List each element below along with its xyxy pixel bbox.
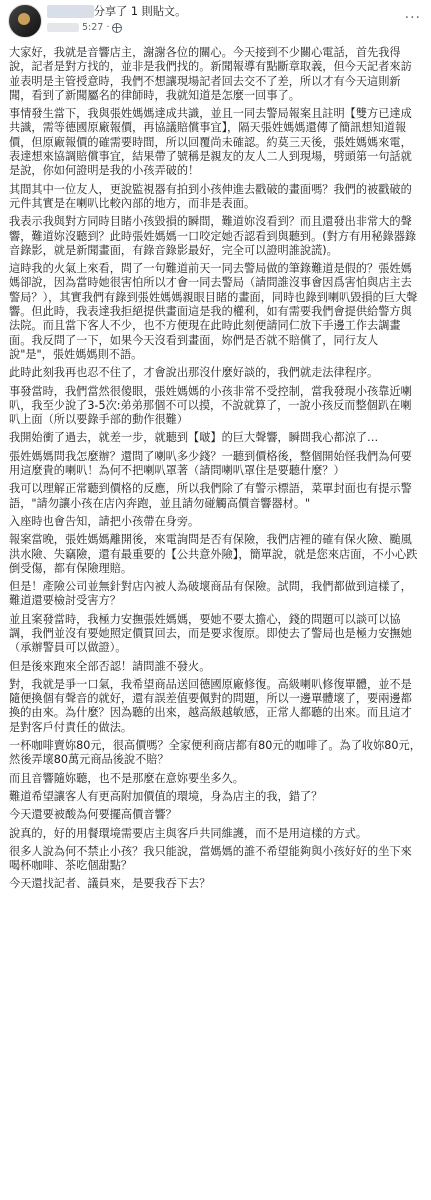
paragraph: 說真的，好的用餐環境需要店主與客戶共同維護，而不是用這樣的方式。 [9, 826, 368, 840]
paragraph: 對，我就是爭一口氣，我希望商品送回德國原廠修復。高級喇叭修復單體，並不是隨便換個有聲音的就好，還有誤差值要佩對的問題，所以一邊單體壞了，要兩邊都換的由來。為什麼？因為聽的出來，越高級越敏感，正常人都聽的出來。而且這才是對客戶付責任的做法。 [9, 677, 412, 734]
avatar[interactable] [8, 4, 42, 38]
paragraph: 而且音響隨妳聽，也不是那麼在意妳要坐多久。 [9, 771, 244, 785]
paragraph: 大家好，我就是音響店主，謝謝各位的關心。今天接到不少關心電話，首先我得說，記者是對方找的，並非是我們找的。新聞報導有點斷章取義，但今天記者來訪並表明是主管授意時，我們不想讓現場記者回去交不了差，所以才有今天這則新聞，看到了新聞屬名的律師時，我就知道是怎麼一回事了。 [9, 46, 412, 102]
paragraph: 入座時也會告知，請把小孩帶在身旁。 [9, 514, 200, 528]
paragraph: 事情發生當下，我與張姓媽媽達成共識，並且一同去警局報案且註明【雙方已達成共識，需等德國原廠報價，再協議賠償事宜】，隔天張姓媽媽還傳了簡訊想知道報價，但原廠報價的確需要時間，所以回覆尚未確認。約莫三天後，張姓媽媽來電，表達想來協調賠償事宜，結果帶了號稱是親友的友人二人到現場，劈頭第一句話就是說，你如何證明是我的小孩弄破的！ [9, 107, 412, 178]
post-timestamp[interactable] [47, 21, 186, 34]
paragraph: 一杯咖啡賣妳80元，很高價嗎？全家便利商店都有80元的咖啡了。為了收妳80元，然後弄壞80萬元商品後說不賠？ [9, 739, 421, 767]
paragraph: 難道希望讓客人有更高附加價值的環境，身為店主的我，錯了？ [9, 789, 323, 803]
post-time: 5:27 · [82, 22, 110, 33]
paragraph: 張姓媽媽問我怎麼辦？還問了喇叭多少錢？一聽到價格後，整個開始怪我們為何要用這麼貴的喇叭！為何不把喇叭罩著（請問喇叭罩住是要聽什麼？） [9, 449, 412, 478]
post-header-text [47, 5, 186, 34]
share-action-text: 分享了 1 則貼文。 [93, 5, 187, 18]
more-options-icon[interactable]: ··· [404, 10, 421, 26]
paragraph: 我可以理解正常聽到價格的反應，所以我們除了有警示標語，菜單封面也有提示警語，"請勿讓小孩在店內奔跑，並且請勿碰觸高價音響器材。" [9, 482, 412, 510]
paragraph: 很多人說為何不禁止小孩？我只能說，當媽媽的誰不希望能夠與小孩好好的坐下來喝杯咖啡、茶吃個甜點？ [9, 844, 412, 873]
paragraph: 今天還找記者、議員來，是要我吞下去？ [9, 877, 211, 891]
paragraph: 事發當時，我們當然很傻眼，張姓媽媽的小孩非常不受控制，當我發現小孩靠近喇叭，我至少說了3-5次:弟弟那個不可以摸，不說就算了，一說小孩反而整個趴在喇叭上面（所以要錄手部的動作很難） [9, 384, 412, 427]
paragraph: 報案當晚，張姓媽媽離開後，來電詢問是否有保險，我們店裡的確有保火險、颱風洪水險、失竊險，還有最重要的【公共意外險】，簡單說，就是您來店面，不小心跌倒受傷，都有保險理賠。 [9, 533, 418, 575]
paragraph: 並且案發當時，我極力安撫張姓媽媽，要她不要太擔心，錢的問題可以談可以協調，我們並沒有要她照定價買回去，而是要求復原。即使去了警局也是極力安撫她（承辦警員可以做證）。 [9, 612, 412, 655]
date-blur [47, 23, 79, 32]
paragraph: 其間其中一位友人，更說監視器有拍到小孩伸進去戳破的畫面嗎？我們的被戳破的元件其實是在喇叭比較內部的地方，而非是表面。 [9, 182, 412, 210]
post-header [0, 0, 431, 46]
paragraph: 我表示我與對方同時目睹小孩毀損的瞬間，難道妳沒看到？而且還發出非常大的聲響，難道妳沒聽到？此時張姓媽媽一口咬定她否認看到與聽到。(對方有用秘錄器錄音錄影，就是新聞畫面，有錄音錄影最好，完全可以證明誰說謊)。 [9, 215, 417, 257]
globe-icon [112, 23, 122, 33]
paragraph: 今天還要被酸為何要擺高價音響？ [9, 808, 177, 822]
paragraph: 但是！產險公司並無針對店內被人為破壞商品有保險。試問，我們都做到這樣了，難道還要檢討受害方？ [9, 580, 412, 608]
paragraph: 此時此刻我再也忍不住了，才會說出那沒什麼好談的，我們就走法律程序。 [9, 366, 379, 380]
paragraph: 這時我的火氣上來看，問了一句難道前天一同去警局做的筆錄難道是假的？張姓媽媽卻說，因為當時她很害怕所以才會一同去警局（請問誰沒事會因爲害怕與店主去警局？），其實我們有錄到張姓媽媽親眼目睹的畫面，同時也錄到喇叭毀損的巨大聲響。但此時，我表達我拒絕提供畫面這是我的權利，如有需要我們會提供給警方與法院。而且當下客人不少，也不方便現在此時此刻便請同仁放下手邊工作去調畫面。我反問了一下，如果今天沒看到畫面，妳們是否就不賠償了，同行友人說"是"，張姓媽媽則不語。 [9, 262, 418, 361]
post-body [0, 46, 431, 892]
paragraph: 我開始衝了過去，就差一步，就聽到【啵】的巨大聲響，瞬間我心都涼了… [9, 431, 379, 445]
author-name[interactable]: 某某某某 [48, 5, 93, 18]
paragraph: 但是後來跑來全部否認！請問誰不發火。 [9, 659, 211, 673]
